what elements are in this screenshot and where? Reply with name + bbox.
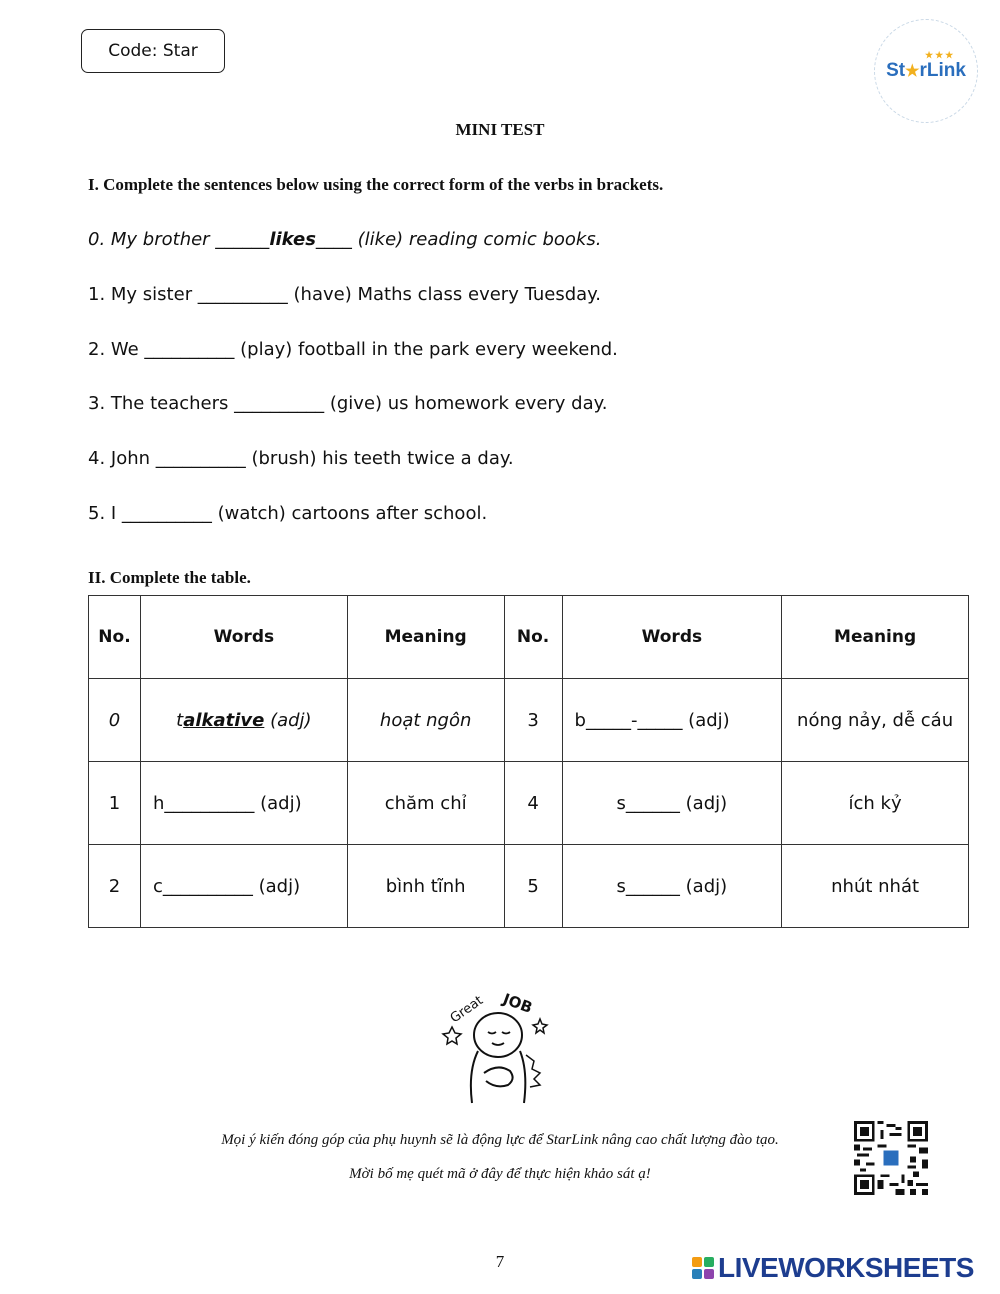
row0-no-left: 0 — [89, 679, 141, 762]
row0-meaning-left: hoạt ngôn — [347, 679, 504, 762]
character-eye-left — [488, 1032, 496, 1034]
row2-meaning-left: bình tĩnh — [347, 845, 504, 928]
logo-star-icon: ★ — [905, 63, 920, 80]
row0-no-right: 3 — [504, 679, 562, 762]
row2-meaning-right: nhút nhát — [782, 845, 969, 928]
row2-word-left[interactable]: c__________ (adj) — [140, 845, 347, 928]
sparkle-icon — [526, 1055, 540, 1087]
row0-word-right[interactable]: b_____-_____ (adj) — [562, 679, 782, 762]
row0-word-first-letter: t — [176, 709, 184, 731]
character-body — [471, 1051, 525, 1103]
section2-heading: II. Complete the table. — [88, 568, 251, 587]
header-words-left: Words — [140, 596, 347, 679]
row1-meaning-right: ích kỷ — [782, 762, 969, 845]
header-words-right: Words — [562, 596, 782, 679]
sentence-1[interactable]: 1. My sister __________ (have) Maths class every Tuesday. — [88, 284, 601, 305]
row1-meaning-left: chăm chỉ — [347, 762, 504, 845]
example-sentence — [88, 229, 601, 250]
star-icon-left — [443, 1027, 461, 1044]
row0-word-pos: (adj) — [264, 709, 312, 731]
sentence-2[interactable]: 2. We __________ (play) football in the park every weekend. — [88, 339, 618, 360]
example-prefix: 0. My brother ______ — [88, 229, 270, 250]
table-row — [89, 845, 969, 928]
character-smile — [492, 1043, 504, 1045]
sentence-4[interactable]: 4. John __________ (brush) his teeth twice a day. — [88, 448, 514, 469]
table-row — [89, 762, 969, 845]
table-row — [89, 679, 969, 762]
example-answer: likes — [269, 229, 316, 250]
great-job-sticker — [440, 985, 560, 1110]
star-icon-right — [533, 1019, 547, 1033]
header-meaning-right: Meaning — [782, 596, 969, 679]
liveworksheets-brand — [692, 1252, 974, 1284]
character-head — [474, 1013, 522, 1057]
character-hands — [484, 1067, 513, 1086]
header-no-right: No. — [504, 596, 562, 679]
starlink-logo — [874, 19, 978, 123]
sticker-text-job: JOB — [500, 989, 535, 1017]
vocabulary-table — [88, 595, 969, 928]
row0-meaning-right: nóng nảy, dễ cáu — [782, 679, 969, 762]
character-eye-right — [502, 1032, 510, 1034]
liveworksheets-brand-text: LIVEWORKSHEETS — [718, 1252, 974, 1283]
sentence-3[interactable]: 3. The teachers __________ (give) us homework every day. — [88, 393, 608, 414]
logo-stars: ★★★ — [925, 50, 956, 60]
row1-no-left: 1 — [89, 762, 141, 845]
sticker-text-great: Great — [447, 993, 486, 1027]
row0-word-answer: alkative — [183, 709, 265, 731]
row0-word-left — [140, 679, 347, 762]
row2-word-right[interactable]: s______ (adj) — [562, 845, 782, 928]
footer-note-line2: Mời bố mẹ quét mã ở đây để thực hiện khảo sát ạ! — [349, 1166, 651, 1182]
page-title: MINI TEST — [455, 120, 545, 139]
logo-text-start: St — [886, 60, 906, 81]
code-label: Code: Star — [81, 29, 225, 73]
header-meaning-left: Meaning — [347, 596, 504, 679]
logo-text-end: rLink — [919, 60, 966, 81]
footer-note-line1: Mọi ý kiến đóng góp của phụ huynh sẽ là động lực để StarLink nâng cao chất lượng đào tạo. — [221, 1132, 779, 1148]
sentence-5[interactable]: 5. I __________ (watch) cartoons after school. — [88, 503, 488, 524]
row1-word-left[interactable]: h__________ (adj) — [140, 762, 347, 845]
row1-no-right: 4 — [504, 762, 562, 845]
table-header-row — [89, 596, 969, 679]
row2-no-right: 5 — [504, 845, 562, 928]
example-suffix: ____ (like) reading comic books. — [315, 229, 602, 250]
header-no-left: No. — [89, 596, 141, 679]
qr-code-icon[interactable] — [854, 1121, 928, 1195]
liveworksheets-logo-icon — [692, 1257, 714, 1279]
row2-no-left: 2 — [89, 845, 141, 928]
row1-word-right[interactable]: s______ (adj) — [562, 762, 782, 845]
section1-heading: I. Complete the sentences below using the correct form of the verbs in brackets. — [88, 175, 664, 194]
page-number: 7 — [495, 1252, 505, 1271]
